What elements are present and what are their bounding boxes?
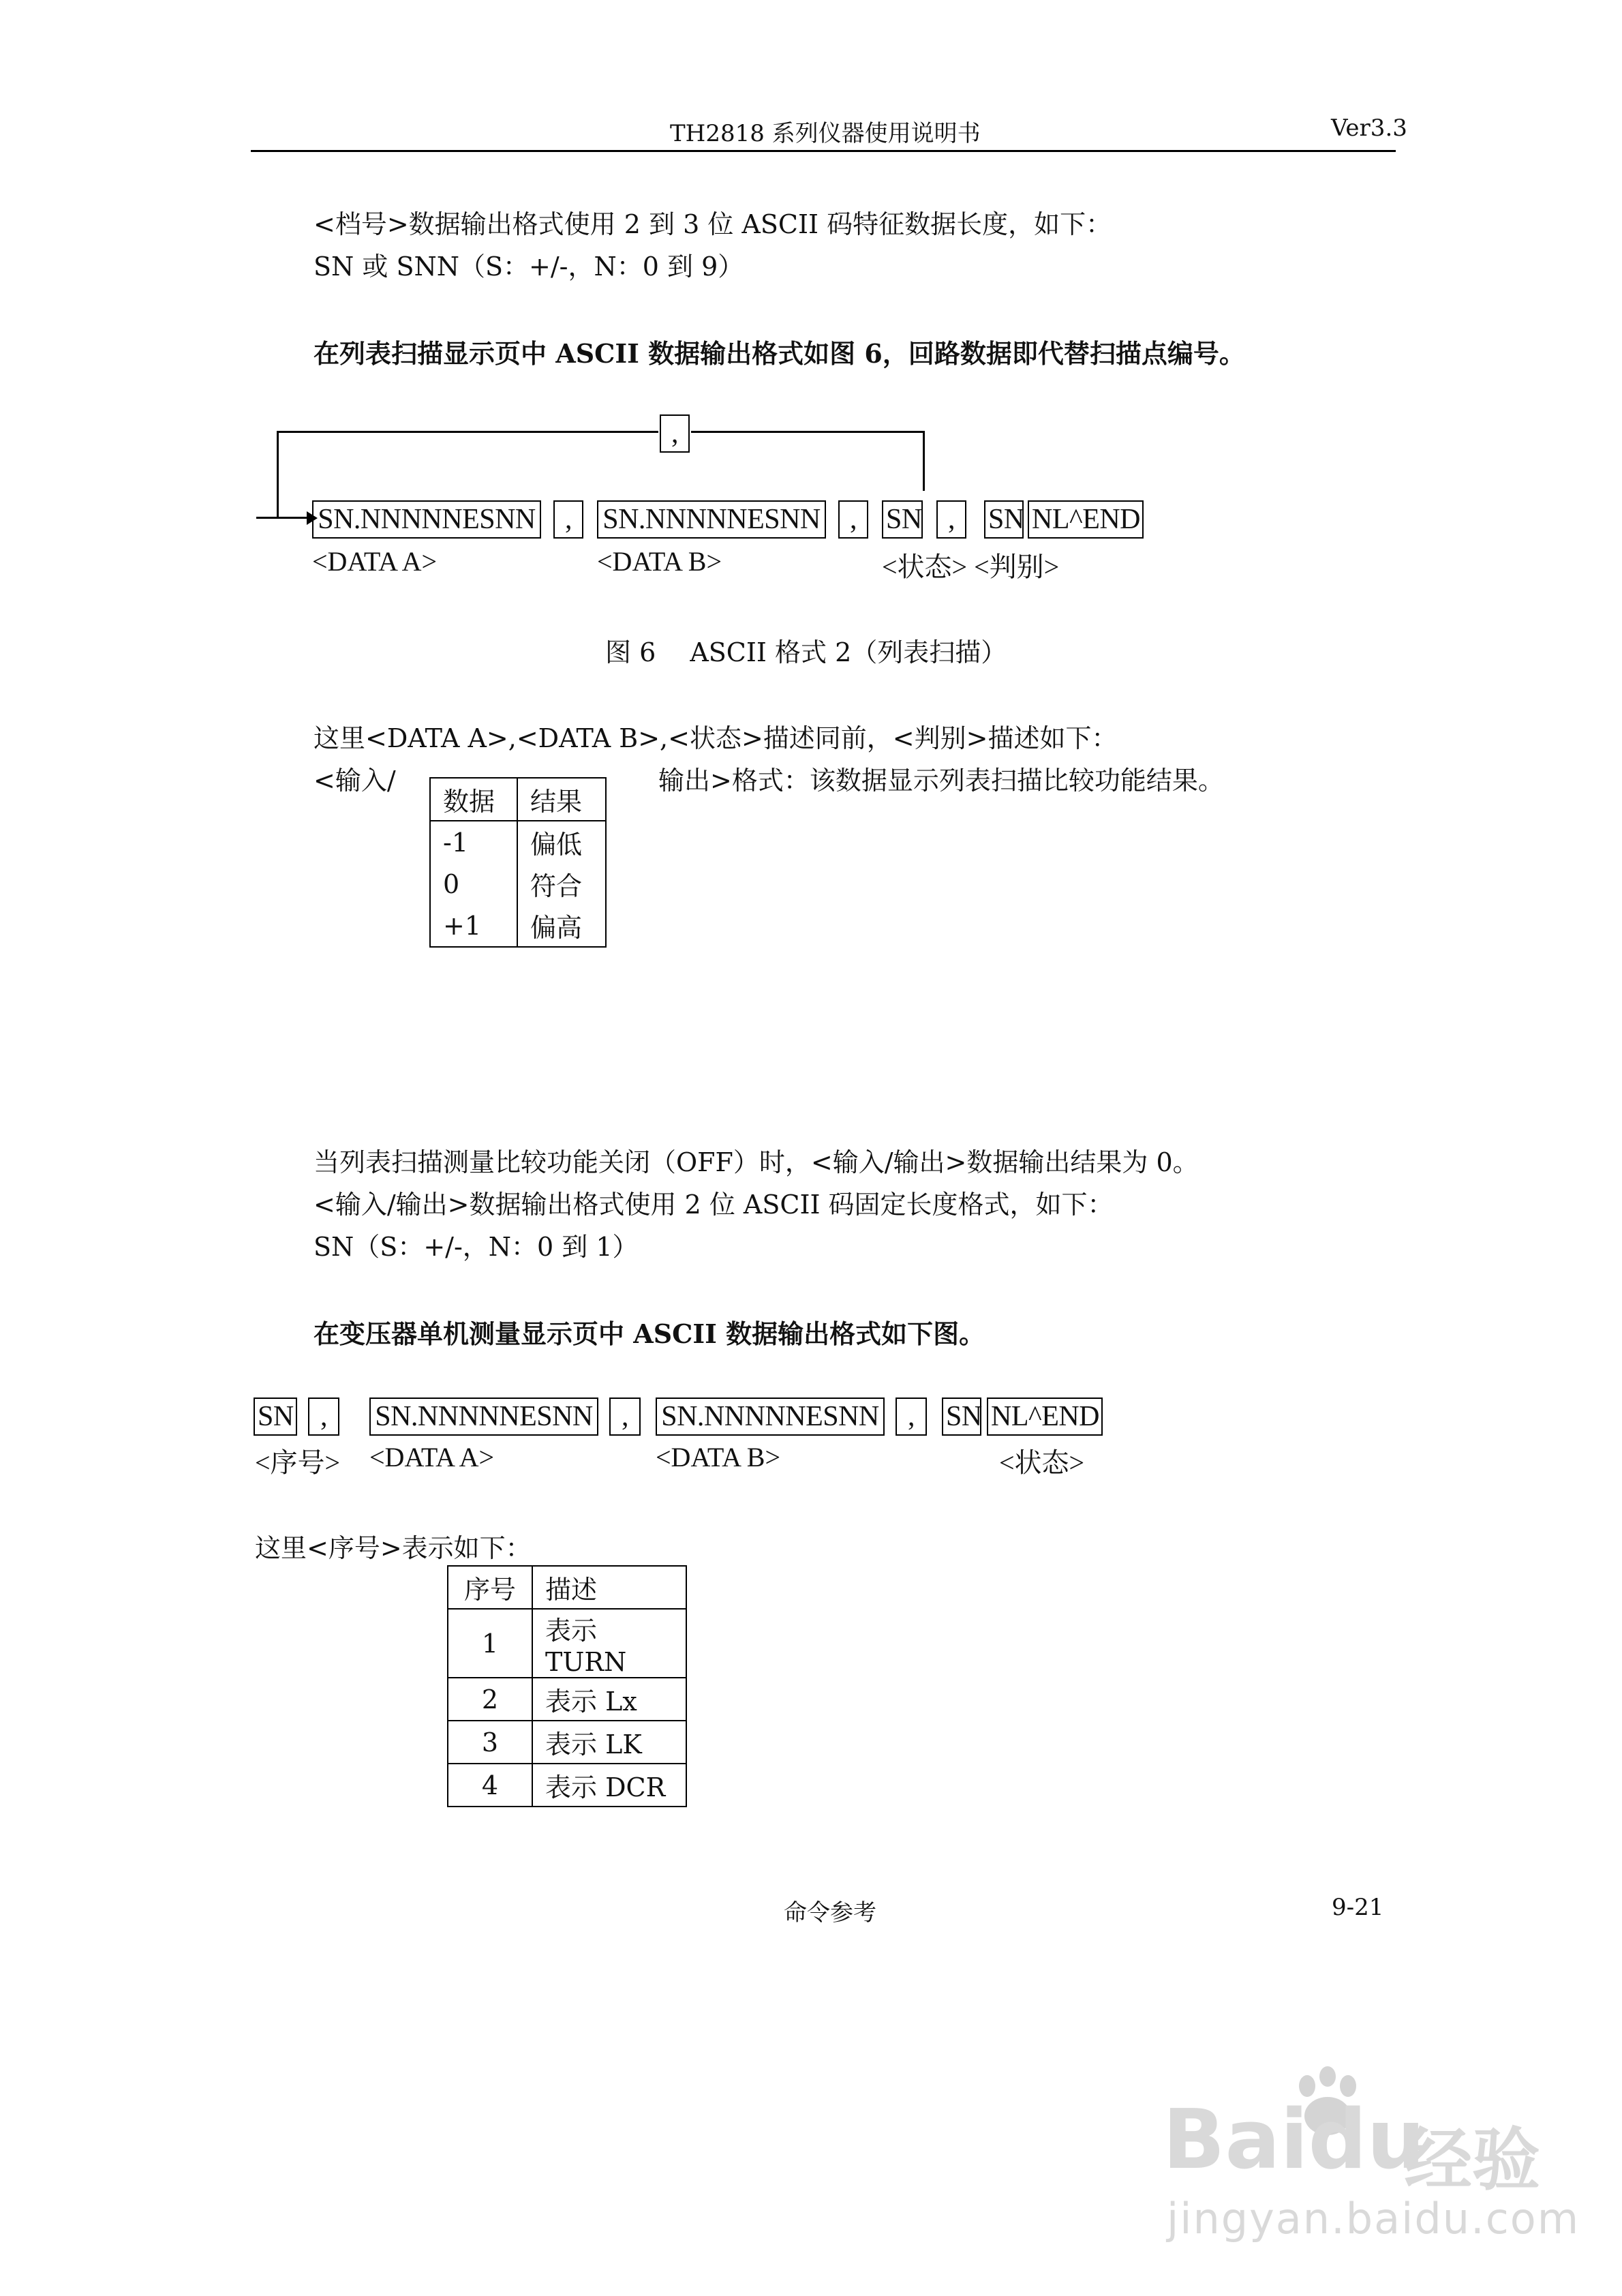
- table-cell: -1: [430, 821, 517, 863]
- data-a-box: SN.NNNNNESNN: [369, 1398, 598, 1436]
- table-header-cell: 数据: [430, 778, 517, 821]
- label-data-a: <DATA A>: [369, 1442, 495, 1472]
- loop-line-right-top: [691, 431, 924, 433]
- section-1-heading: 在列表扫描显示页中 ASCII 数据输出格式如图 6，回路数据即代替扫描点编号。: [313, 338, 1245, 369]
- comma-box: ,: [308, 1398, 339, 1436]
- comma-box: ,: [896, 1398, 927, 1436]
- status-box: SN: [942, 1398, 981, 1436]
- table-row: [448, 1721, 686, 1764]
- table-cell: 表示 Lx: [532, 1678, 686, 1721]
- label-data-b: <DATA B>: [656, 1442, 781, 1472]
- table-header-row: [448, 1566, 686, 1609]
- table-header-row: [430, 778, 606, 821]
- table-row: [448, 1678, 686, 1721]
- watermark-brand: [1163, 2093, 1425, 2188]
- table-cell: 0: [430, 863, 517, 905]
- watermark-brand-du: du: [1308, 2093, 1425, 2188]
- comma-box: ,: [553, 500, 583, 539]
- intro-line-2: SN 或 SNN（S：+/-，N：0 到 9）: [313, 252, 744, 282]
- table-cell: 2: [448, 1678, 532, 1721]
- footer-page-number: 9-21: [1332, 1894, 1384, 1921]
- table-row: [448, 1609, 686, 1678]
- table-cell: 表示 DCR: [532, 1764, 686, 1807]
- watermark-brand-bai: Bai: [1163, 2093, 1309, 2188]
- loop-line-left-down: [277, 431, 279, 518]
- desc-2-line-1: 当列表扫描测量比较功能关闭（OFF）时，<输入/输出>数据输出结果为 0。: [313, 1147, 1199, 1177]
- desc-1-prefix: <输入/: [313, 766, 396, 796]
- table-cell: 表示 LK: [532, 1721, 686, 1764]
- table-cell: 偏高: [517, 905, 606, 947]
- terminator-box: NL^END: [1028, 500, 1144, 539]
- label-status: <状态>: [999, 1447, 1085, 1478]
- header-version: Ver3.3: [1331, 115, 1407, 142]
- label-sequence: <序号>: [255, 1447, 341, 1478]
- table-header-cell: 描述: [532, 1566, 686, 1609]
- comma-box: ,: [936, 500, 966, 539]
- desc-2-line-2: <输入/输出>数据输出格式使用 2 位 ASCII 码固定长度格式，如下：: [313, 1190, 1114, 1220]
- status-box: SN: [882, 500, 923, 539]
- intro-line-1: <档号>数据输出格式使用 2 到 3 位 ASCII 码特征数据长度，如下：: [313, 209, 1112, 239]
- section-2-heading: 在变压器单机测量显示页中 ASCII 数据输出格式如下图。: [313, 1318, 985, 1349]
- result-table: [429, 777, 607, 948]
- desc-3-line-1: 这里<序号>表示如下：: [255, 1533, 532, 1563]
- table-cell: 1: [448, 1609, 532, 1678]
- table-cell: 4: [448, 1764, 532, 1807]
- loop-line-right-down: [923, 431, 925, 491]
- table-cell: 表示 TURN: [532, 1609, 686, 1678]
- table-row: [430, 905, 606, 947]
- table-header-cell: 序号: [448, 1566, 532, 1609]
- data-b-box: SN.NNNNNESNN: [597, 500, 826, 539]
- comma-box: ,: [838, 500, 868, 539]
- header-rule: [251, 150, 1396, 152]
- label-status-judge: <状态> <判别>: [882, 552, 1060, 582]
- watermark-cn: 经验: [1404, 2120, 1540, 2200]
- header-title: TH2818 系列仪器使用说明书: [670, 120, 981, 147]
- sequence-box: SN: [254, 1398, 297, 1436]
- loop-comma-box: ,: [660, 414, 690, 453]
- footer-section: 命令参考: [784, 1899, 876, 1927]
- table-cell: 3: [448, 1721, 532, 1764]
- data-a-box: SN.NNNNNESNN: [312, 500, 541, 539]
- judge-box: SN: [984, 500, 1024, 539]
- desc-2-line-3: SN（S：+/-，N：0 到 1）: [313, 1232, 639, 1262]
- loop-line-left-top: [277, 431, 658, 433]
- table-cell: +1: [430, 905, 517, 947]
- table-row: [430, 863, 606, 905]
- comma-box: ,: [609, 1398, 641, 1436]
- terminator-box: NL^END: [987, 1398, 1103, 1436]
- sequence-table: [447, 1565, 687, 1807]
- figure-6-caption: 图 6 ASCII 格式 2（列表扫描）: [605, 637, 1007, 667]
- table-header-cell: 结果: [517, 778, 606, 821]
- table-row: [430, 821, 606, 863]
- watermark-url: jingyan.baidu.com: [1167, 2194, 1580, 2244]
- label-data-b: <DATA B>: [597, 546, 722, 577]
- table-row: [448, 1764, 686, 1807]
- desc-1-line-1: 这里<DATA A>,<DATA B>,<状态>描述同前，<判别>描述如下：: [313, 723, 1118, 753]
- desc-1-suffix: 输出>格式：该数据显示列表扫描比较功能结果。: [658, 766, 1224, 796]
- table-cell: 符合: [517, 863, 606, 905]
- label-data-a: <DATA A>: [312, 546, 438, 577]
- data-b-box: SN.NNNNNESNN: [656, 1398, 885, 1436]
- loop-arrow-shaft: [256, 517, 309, 519]
- table-cell: 偏低: [517, 821, 606, 863]
